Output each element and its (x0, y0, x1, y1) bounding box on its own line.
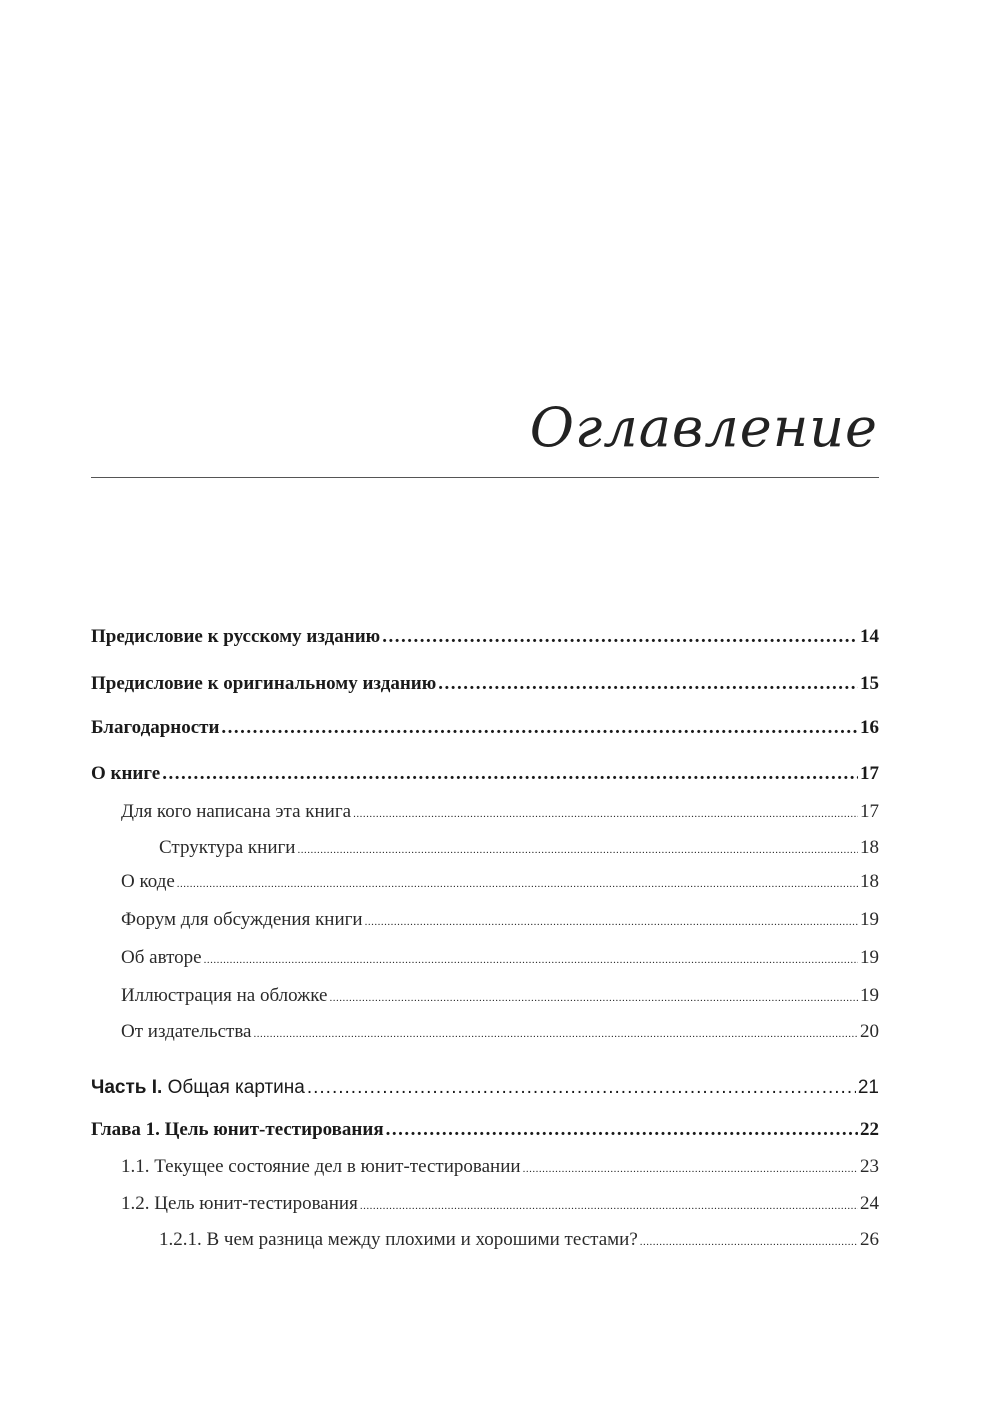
toc-entry-page: 20 (860, 1021, 879, 1042)
toc-entry-acknowledgments[interactable] (91, 717, 879, 739)
dot-leader (254, 1021, 859, 1043)
toc-entry-part-1[interactable] (91, 1077, 879, 1099)
dot-leader (221, 717, 858, 739)
toc-entry-chapter-1[interactable] (91, 1119, 879, 1141)
toc-entry-book-structure[interactable] (159, 837, 879, 859)
toc-entry-label: Об авторе (121, 947, 202, 968)
dot-leader (640, 1229, 858, 1251)
toc-entry-page: 15 (860, 673, 879, 694)
toc-entry-page: 16 (860, 717, 879, 738)
toc-entry-page: 19 (860, 985, 879, 1006)
toc-entry-from-publisher[interactable] (121, 1021, 879, 1043)
toc-entry-label: Благодарности (91, 717, 220, 738)
dot-leader (307, 1077, 856, 1099)
dot-leader (438, 673, 858, 695)
dot-leader (365, 909, 858, 931)
toc-entry-label: Глава 1. Цель юнит-тестирования (91, 1119, 384, 1140)
toc-entry-label: 1.2. Цель юнит-тестирования (121, 1193, 358, 1214)
dot-leader (386, 1119, 858, 1141)
dot-leader (523, 1156, 858, 1178)
page-title: Оглавление (529, 396, 878, 459)
toc-entry-page: 19 (860, 909, 879, 930)
toc-entry-about-code[interactable] (121, 871, 879, 893)
toc-entry-cover-illustration[interactable] (121, 985, 879, 1007)
toc-entry-label: Форум для обсуждения книги (121, 909, 363, 930)
dot-leader (382, 626, 858, 648)
toc-entry-label (91, 1077, 305, 1099)
toc-entry-page: 17 (860, 801, 879, 822)
dot-leader (162, 763, 858, 785)
toc-entry-page: 26 (860, 1229, 879, 1250)
toc-entry-label: От издательства (121, 1021, 252, 1042)
toc-entry-page: 21 (857, 1077, 879, 1098)
toc-entry-preface-original[interactable] (91, 673, 879, 695)
toc-entry-forum[interactable] (121, 909, 879, 931)
part-title: Общая картина (162, 1077, 305, 1098)
toc-entry-preface-russian[interactable] (91, 626, 879, 648)
dot-leader (353, 801, 858, 823)
title-divider (91, 477, 879, 478)
toc-entry-label: Структура книги (159, 837, 296, 858)
toc-entry-page: 14 (860, 626, 879, 647)
toc-entry-page: 18 (860, 871, 879, 892)
toc-entry-page: 17 (860, 763, 879, 784)
toc-entry-label: Для кого написана эта книга (121, 801, 352, 822)
toc-entry-audience[interactable] (121, 801, 879, 823)
dot-leader (177, 871, 858, 893)
part-number: Часть I. (91, 1077, 163, 1098)
toc-entry-page: 18 (860, 837, 879, 858)
toc-entry-section-1-1[interactable] (121, 1156, 879, 1178)
toc-entry-page: 19 (860, 947, 879, 968)
toc-entry-page: 22 (860, 1119, 879, 1140)
toc-entry-page: 24 (860, 1193, 879, 1214)
toc-entry-page: 23 (860, 1156, 879, 1177)
toc-entry-label: Иллюстрация на обложке (121, 985, 328, 1006)
dot-leader (329, 985, 858, 1007)
toc-entry-about-author[interactable] (121, 947, 879, 969)
dot-leader (297, 837, 858, 859)
toc-entry-label: Предисловие к русскому изданию (91, 626, 381, 647)
toc-entry-label: О коде (121, 871, 175, 892)
toc-entry-about-book[interactable] (91, 763, 879, 785)
toc-entry-label: Предисловие к оригинальному изданию (91, 673, 437, 694)
toc-entry-label: 1.2.1. В чем разница между плохими и хорошими тестами? (159, 1229, 638, 1250)
toc-entry-label: О книге (91, 763, 161, 784)
toc-entry-label: 1.1. Текущее состояние дел в юнит-тестировании (121, 1156, 521, 1177)
dot-leader (204, 947, 858, 969)
dot-leader (360, 1193, 858, 1215)
toc-entry-section-1-2-1[interactable] (159, 1229, 879, 1251)
toc-entry-section-1-2[interactable] (121, 1193, 879, 1215)
